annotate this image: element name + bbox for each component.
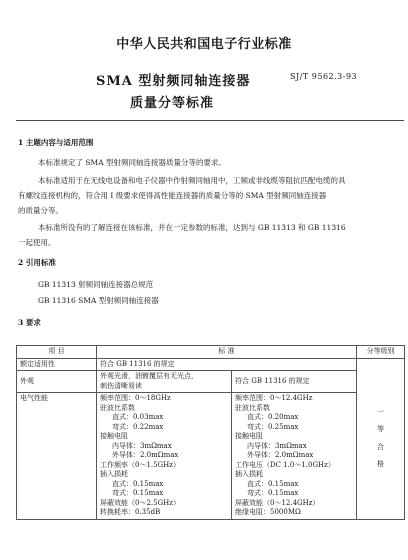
section1-para2-line2: 有螺纹连接机构的，符合用 I 级要求使得高性能连接器的质量分等的 SMA 型射频同轴连接器	[18, 191, 327, 200]
section1-para1: 本标准规定了 SMA 型射频同轴连接器质量分等的要求。	[38, 158, 227, 167]
section3-heading: 3 要求	[18, 318, 41, 327]
header-item: 项 目	[17, 346, 97, 359]
table-row	[17, 358, 405, 371]
table-header-row	[17, 346, 405, 359]
table-row	[17, 371, 405, 393]
requirements-table	[16, 345, 405, 520]
reference-1: GB 11313 射频同轴连接器总规范	[38, 280, 154, 289]
grade-char: 格	[377, 460, 385, 468]
section1-heading: 1 主题内容与适用范围	[18, 138, 94, 147]
reference-2: GB 11316 SMA 型射频同轴连接器	[38, 296, 159, 305]
header-standard: 标 准	[97, 346, 357, 359]
row-item: 电气性能	[17, 393, 97, 520]
section1-para3-line1: 本标准所没有的了解连接在该标准，并在一定参数的标准，达到与 GB 11313 和 GB 11316	[38, 223, 346, 232]
grade-char: 一	[377, 407, 385, 416]
section1-para2-line1: 本标准适用于在无线电设备和电子仪器中作射频同轴用中，工频或非线缆等阻抗匹配电缆的具	[38, 176, 346, 185]
standard-title-line2: 质量分等标准	[130, 96, 215, 111]
section1-para2-line3: 的质量分等。	[18, 206, 63, 215]
header-grade: 分等级别	[357, 346, 405, 359]
grade-char: 等	[377, 425, 385, 433]
standard-title-line1: SMA 型射频同轴连接器	[96, 74, 251, 89]
grade-cell	[357, 358, 405, 519]
section1-para3-line2: 一起使用。	[18, 238, 56, 247]
standard-number: SJ/T 9562.3-93	[290, 72, 358, 81]
table-row	[17, 393, 405, 520]
row-spec-left: 频率范围：0～18GHz 驻波比系数 直式：0.03max 弯式：0.22max 接触电阻 内导体：3mΩmax 外导体：2.0mΩmax 工作频率（0～1.5GHz） 插入损耗 直式：0.15max 弯式：0.15max 屏蔽效能（0～2.5GHz） 转换耗率：0.35dB	[97, 393, 232, 520]
row-spec-right: 频率范围：0～12.4GHz 驻波比系数 直式：0.20max 弯式：0.25max 接触电阻 内导体：3mΩmax 外导体：2.0mΩmax 工作电压（DC 1.0～1.0GHz） 插入损耗 直式：0.15max 弯式：0.15max 屏蔽效能（0～12.4GHz） 绝缘电阻：5000MΩ	[232, 393, 357, 520]
header-rule	[16, 120, 404, 121]
grade-char: 合	[377, 442, 385, 451]
row-spec-left: 外观光滑，油镀覆层有无光点， 刺伤清晰易读	[97, 371, 232, 393]
row-item: 外观	[17, 371, 97, 393]
row-spec-right: 符合 GB 11316 的规定	[232, 371, 357, 393]
section2-heading: 2 引用标准	[18, 258, 56, 267]
issuing-organization: 中华人民共和国电子行业标准	[116, 37, 292, 52]
row-spec: 符合 GB 11316 的规定	[97, 358, 357, 371]
row-item: 额定适用性	[17, 358, 97, 371]
